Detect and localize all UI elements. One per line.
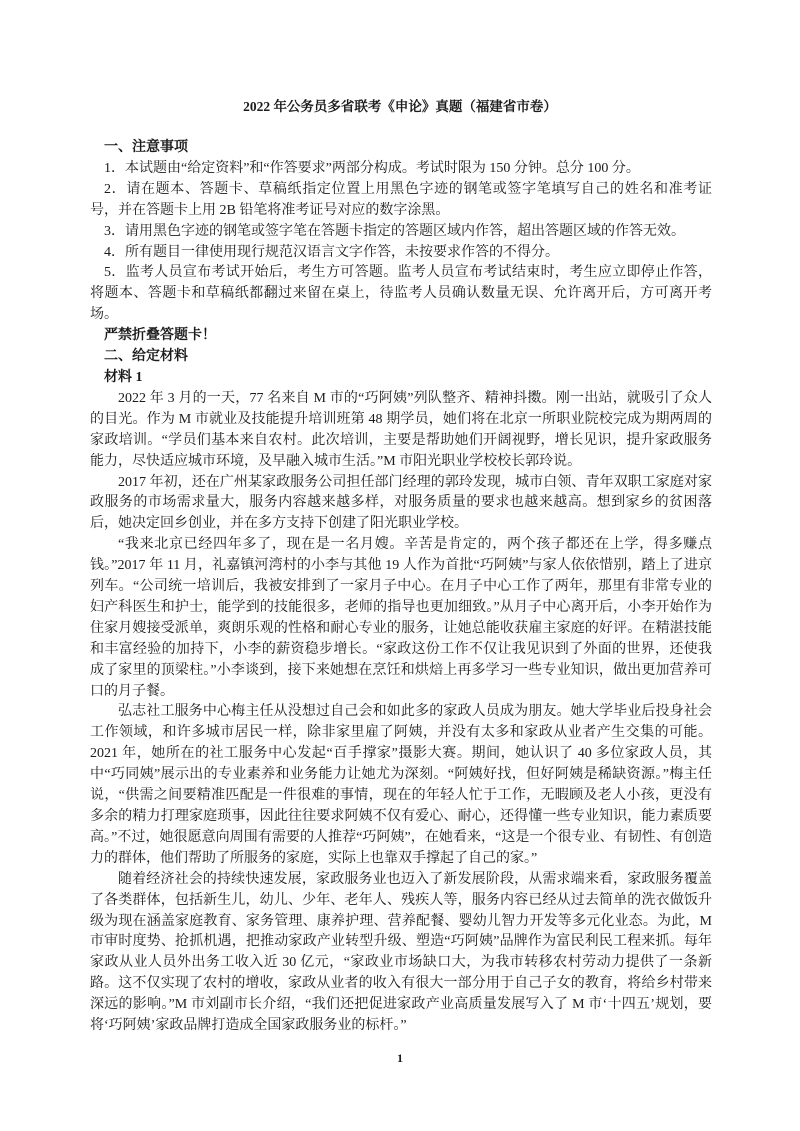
notice-item: 5．监考人员宣布考试开始后，考生方可答题。监考人员宣布考试结束时，考生应立即停止作答，将题本、答题卡和草稿纸都翻过来留在桌上，待监考人员确认数量无误、允许离开后，方可离开考场。 [90, 265, 712, 323]
notice-heading: 一、注意事项 [104, 140, 188, 155]
page-number: 1 [397, 1051, 403, 1065]
document-body [90, 138, 712, 1037]
material-paragraph: 2022 年 3 月的一天，77 名来自 M 市的“巧阿姨”列队整齐、精神抖擞。刚一出站，就吸引了众人的目光。作为 M 市就业及技能提升培训班第 48 期学员，她们将在北京一所职业院校完成为期两周的家政培训。“学员们基本来自农村。此次培训，主要是帮助她们开阔视野，增长见识，提升家政服务能力，尽快适应城市环境，及早融入城市生活。”M 市阳光职业学校校长郭玲说。 [90, 390, 712, 469]
warning-text: 严禁折叠答题卡！ [104, 328, 216, 344]
materials-heading: 二、给定材料 [104, 349, 188, 365]
material-paragraph: 2017 年初，还在广州某家政服务公司担任部门经理的郭玲发现，城市白领、青年双职工家庭对家政服务的市场需求量大，服务内容越来越多样，对服务质量的要求也越来越高。想到家乡的贫困落后，她决定回乡创业，并在多方支持下创建了阳光职业学校。 [90, 474, 712, 532]
notice-item: 2．请在题本、答题卡、草稿纸指定位置上用黑色字迹的钢笔或签字笔填写自己的姓名和准考证号，并在答题卡上用 2B 铅笔将准考证号对应的数字涂黑。 [90, 181, 712, 218]
notice-item: 1．本试题由“给定资料”和“作答要求”两部分构成。考试时限为 150 分钟。总分 100 分。 [104, 160, 640, 176]
notice-item: 4．所有题目一律使用现行规范汉语言文字作答，未按要求作答的不得分。 [104, 244, 559, 260]
material-label: 材料 1 [104, 369, 143, 385]
document-title: 2022 年公务员多省联考《申论》真题（福建省市卷） [243, 99, 557, 114]
material-paragraph: 弘志社工服务中心梅主任从没想过自己会和如此多的家政人员成为朋友。她大学毕业后投身社会工作领域，和许多城市居民一样，除非家里雇了阿姨，并没有太多和家政从业者产生交集的可能。2021 年，她所在的社工服务中心发起“百手撑家”摄影大赛。期间，她认识了 40 多位家政人员，其中“巧同姨”展示出的专业素养和业务能力让她尤为深刻。“阿姨好找，但好阿姨是稀缺资源。”梅主任说，“供需之间要精准匹配是一件很难的事情，现在的年轻人忙于工作，无暇顾及老人小孩，更没有多余的精力打理家庭琐事，因此往往要求阿姨不仅有爱心、耐心，还得懂一些专业知识，能力素质要高。”不过，她很愿意向周围有需要的人推荐“巧阿姨”，在她看来，“这是一个很专业、有韧性、有创造力的群体，他们帮助了所服务的家庭，实际上也靠双手撑起了自己的家。” [90, 704, 712, 866]
material-paragraph: “我来北京已经四年多了，现在是一名月嫂。辛苦是肯定的，两个孩子都还在上学，得多赚点钱。”2017 年 11 月，礼嘉镇河湾村的小李与其他 19 人作为首批“巧阿姨”与家人依依惜别，踏上了进京列车。“公司统一培训后，我被安排到了一家月子中心。在月子中心工作了两年，那里有非常专业的妇产科医生和护士，能学到的技能很多，老师的指导也更加细致。”从月子中心离开后，小李开始作为住家月嫂接受派单，爽朗乐观的性格和耐心专业的服务，让她总能收获雇主家庭的好评。在精湛技能和丰富经验的加持下，小李的薪资稳步增长。“家政这份工作不仅让我见识到了外面的世界，还使我成了家里的顶梁柱。”小李谈到，接下来她想在烹饪和烘焙上再多学习一些专业知识，做出更加营养可口的月子餐。 [90, 537, 712, 699]
material-paragraph: 随着经济社会的持续快速发展，家政服务业也迈入了新发展阶段，从需求端来看，家政服务覆盖了各类群体，包括新生儿，幼儿、少年、老年人、残疾人等，服务内容已经从过去简单的洗衣做饭升级为现在涵盖家庭教育、家务管理、康养护理、营养配餐、婴幼儿智力开发等多元化业态。为此，M 市审时度势、抢抓机遇，把推动家政产业转型升级、塑造“巧阿姨”品牌作为富民利民工程来抓。每年家政从业人员外出务工收入近 30 亿元，“家政业市场缺口大，为我市转移农村劳动力提供了一条新路。这不仅实现了农村的增收，家政从业者的收入有很大一部分用于自己子女的教育，将给乡村带来深远的影响。”M 市刘副市长介绍，“我们还把促进家政产业高质量发展写入了 M 市‘十四五’规划，要将‘巧阿姨’家政品牌打造成全国家政服务业的标杆。” [90, 871, 712, 1034]
notice-item: 3．请用黑色字迹的钢笔或签字笔在答题卡指定的答题区域内作答，超出答题区域的作答无效。 [104, 223, 685, 239]
